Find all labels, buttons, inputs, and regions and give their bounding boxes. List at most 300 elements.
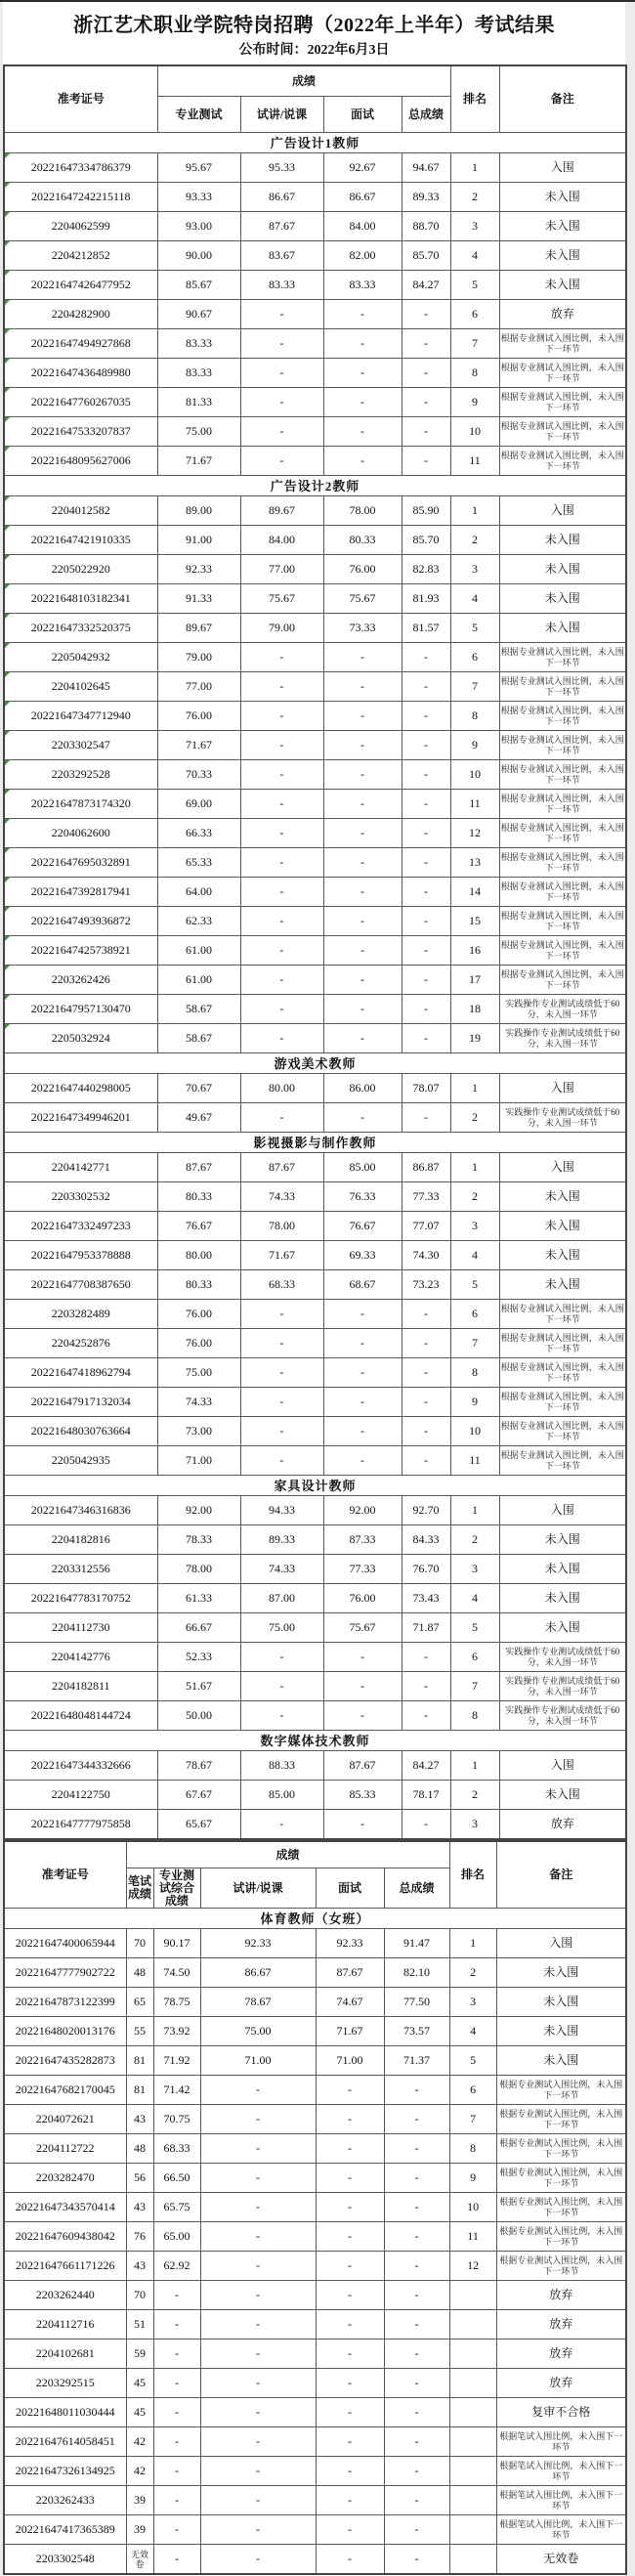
score-cell: 87.33 — [323, 1525, 402, 1555]
remark-cell: 未入围 — [499, 212, 626, 241]
art-table-body — [4, 133, 626, 1840]
remark-cell: 无效卷 — [496, 2545, 626, 2575]
excel-flag-icon — [5, 300, 10, 305]
score-cell: - — [316, 2515, 384, 2545]
excel-flag-icon — [5, 702, 10, 707]
id-cell: 20221648048144724 — [4, 1701, 157, 1731]
table-row — [4, 2398, 626, 2427]
id-cell: 20221648095627006 — [4, 447, 157, 476]
header-interview: 面试 — [323, 97, 402, 133]
score-cell: - — [240, 848, 323, 878]
score-cell: - — [384, 2134, 449, 2164]
score-cell: - — [402, 1024, 450, 1053]
header-interview: 面试 — [316, 1868, 384, 1909]
table-row — [4, 2545, 626, 2575]
score-cell: - — [323, 672, 402, 702]
excel-flag-icon — [5, 329, 10, 334]
table-row — [4, 1613, 626, 1643]
table-row — [4, 1329, 626, 1358]
score-cell: 43 — [126, 2193, 153, 2222]
score-cell: - — [402, 1417, 450, 1446]
table-row — [4, 1182, 626, 1212]
remark-cell: 实践操作专业测试成绩低于60分，未入围一环节 — [499, 1701, 626, 1731]
score-cell: 80.33 — [157, 1270, 240, 1300]
excel-flag-icon — [5, 672, 10, 677]
table-row — [4, 2105, 626, 2134]
score-cell: - — [323, 329, 402, 359]
table-row — [4, 329, 626, 359]
table-row — [4, 848, 626, 878]
remark-cell: 根据专业测试入围比例，未入围下一环节 — [496, 2193, 626, 2222]
score-cell: - — [240, 672, 323, 702]
remark-cell: 根据专业测试入围比例，未入围下一环节 — [499, 702, 626, 731]
table-row — [4, 878, 626, 907]
score-cell: - — [402, 819, 450, 848]
table-row — [4, 584, 626, 614]
table-row — [4, 2281, 626, 2310]
remark-cell: 根据专业测试入围比例，未入围下一环节 — [499, 1388, 626, 1417]
id-cell: 2205032924 — [4, 1024, 157, 1053]
score-cell: - — [200, 2164, 316, 2193]
score-cell: - — [240, 1329, 323, 1358]
rank-cell: 1 — [449, 1929, 496, 1958]
score-cell: 77.33 — [402, 1182, 450, 1212]
score-cell: 85.00 — [323, 1153, 402, 1182]
remark-cell: 实践操作专业测试成绩低于60分，未入围一环节 — [499, 1024, 626, 1053]
table-row — [4, 212, 626, 241]
score-cell: - — [402, 731, 450, 760]
score-cell: 81.33 — [157, 388, 240, 417]
score-cell: 84.00 — [240, 526, 323, 555]
score-cell: 69.33 — [323, 1241, 402, 1270]
excel-flag-icon — [5, 848, 10, 853]
score-cell: - — [402, 848, 450, 878]
score-cell: 81.93 — [402, 584, 450, 614]
table-row — [4, 1929, 626, 1958]
score-cell: 68.33 — [240, 1270, 323, 1300]
remark-cell: 未入围 — [499, 183, 626, 212]
score-cell: - — [402, 1701, 450, 1731]
remark-cell: 根据专业测试入围比例，未入围下一环节 — [499, 760, 626, 790]
score-cell: - — [402, 1388, 450, 1417]
score-cell: - — [323, 1103, 402, 1133]
excel-flag-icon — [5, 555, 10, 560]
score-cell: 89.00 — [157, 496, 240, 526]
score-cell: - — [384, 2076, 449, 2105]
score-cell: - — [153, 2369, 200, 2398]
table-row — [4, 1525, 626, 1555]
rank-cell: 12 — [450, 819, 499, 848]
id-cell: 20221647417365389 — [4, 2515, 126, 2545]
score-cell: 71.92 — [153, 2046, 200, 2076]
remark-cell: 根据专业测试入围比例，未入围下一环节 — [499, 388, 626, 417]
score-cell: - — [323, 907, 402, 936]
score-cell: - — [240, 878, 323, 907]
remark-cell: 根据专业测试入围比例，未入围下一环节 — [499, 878, 626, 907]
score-cell: 58.67 — [157, 995, 240, 1024]
table-row — [4, 1643, 626, 1672]
score-cell: - — [200, 2222, 316, 2252]
remark-cell: 未入围 — [499, 1212, 626, 1241]
score-cell: 92.33 — [200, 1929, 316, 1958]
score-cell: 无效卷 — [126, 2545, 153, 2575]
score-cell: 39 — [126, 2486, 153, 2515]
score-cell: - — [240, 447, 323, 476]
score-cell: 95.67 — [157, 153, 240, 183]
remark-cell: 根据专业测试入围比例，未入围下一环节 — [499, 1329, 626, 1358]
table-row — [4, 1074, 626, 1103]
score-cell: - — [384, 2281, 449, 2310]
score-cell: - — [200, 2515, 316, 2545]
score-cell: 71.37 — [384, 2046, 449, 2076]
remark-cell: 放弃 — [499, 1810, 626, 1840]
id-cell: 20221647695032891 — [4, 848, 157, 878]
score-cell: 79.00 — [240, 614, 323, 643]
score-cell: 94.67 — [402, 153, 450, 183]
score-cell: 62.92 — [153, 2252, 200, 2281]
score-cell: 78.00 — [240, 1212, 323, 1241]
score-cell: 70.67 — [157, 1074, 240, 1103]
score-cell: 42 — [126, 2427, 153, 2457]
score-cell: - — [316, 2281, 384, 2310]
excel-flag-icon — [5, 643, 10, 648]
score-cell: 74.30 — [402, 1241, 450, 1270]
score-cell: 86.67 — [323, 183, 402, 212]
score-cell: 48 — [126, 2134, 153, 2164]
score-cell: 84.27 — [402, 271, 450, 300]
remark-cell: 未入围 — [499, 1182, 626, 1212]
score-cell: 48 — [126, 1958, 153, 1988]
score-cell: 71.00 — [200, 2046, 316, 2076]
rank-cell: 17 — [450, 966, 499, 995]
score-cell: - — [316, 2164, 384, 2193]
score-cell: - — [323, 878, 402, 907]
score-cell: - — [384, 2193, 449, 2222]
score-cell: 85.90 — [402, 496, 450, 526]
table-row — [4, 2369, 626, 2398]
rank-cell: 3 — [450, 1810, 499, 1840]
section-title: 广告设计2教师 — [4, 476, 626, 496]
rank-cell: 3 — [450, 212, 499, 241]
score-cell: 79.00 — [157, 643, 240, 672]
score-cell: - — [323, 848, 402, 878]
score-cell: - — [402, 417, 450, 447]
score-cell: - — [384, 2486, 449, 2515]
excel-flag-icon — [5, 614, 10, 619]
header-id: 准考证号 — [4, 1841, 126, 1909]
id-cell: 2205022920 — [4, 555, 157, 584]
score-cell: 87.67 — [323, 1751, 402, 1781]
excel-flag-icon — [5, 359, 10, 364]
rank-cell: 5 — [450, 1613, 499, 1643]
id-cell: 2205042932 — [4, 643, 157, 672]
score-cell: 94.33 — [240, 1496, 323, 1525]
score-cell: - — [316, 2486, 384, 2515]
score-cell: 49.67 — [157, 1103, 240, 1133]
rank-cell: 19 — [450, 1024, 499, 1053]
rank-cell: 3 — [449, 1988, 496, 2017]
id-cell: 20221647347712940 — [4, 702, 157, 731]
id-cell: 20221647349946201 — [4, 1103, 157, 1133]
excel-flag-icon — [5, 447, 10, 451]
score-cell: - — [384, 2369, 449, 2398]
rank-cell: 10 — [449, 2193, 496, 2222]
section-title-row — [4, 476, 626, 496]
header-trial-lecture: 试讲/说课 — [240, 97, 323, 133]
score-cell: - — [384, 2105, 449, 2134]
excel-flag-icon — [5, 241, 10, 246]
score-cell: 90.17 — [153, 1929, 200, 1958]
header-professional-composite: 专业测试综合成绩 — [153, 1868, 200, 1909]
table-row — [4, 555, 626, 584]
score-cell: 65.33 — [157, 848, 240, 878]
score-cell: 43 — [126, 2105, 153, 2134]
id-cell: 2203312556 — [4, 1555, 157, 1584]
table-row — [4, 496, 626, 526]
remark-cell: 根据专业测试入围比例，未入围下一环节 — [496, 2134, 626, 2164]
remark-cell: 根据专业测试入围比例，未入围下一环节 — [499, 643, 626, 672]
id-cell: 20221647426477952 — [4, 271, 157, 300]
score-cell: - — [240, 1300, 323, 1329]
score-cell: 74.67 — [316, 1988, 384, 2017]
id-cell: 20221647242215118 — [4, 183, 157, 212]
section-title-row — [4, 1909, 626, 1929]
id-cell: 20221647777902722 — [4, 1958, 126, 1988]
table-row — [4, 936, 626, 966]
score-cell: 87.67 — [157, 1153, 240, 1182]
score-cell: 76.00 — [157, 1329, 240, 1358]
score-cell: - — [240, 1388, 323, 1417]
excel-flag-icon — [5, 153, 10, 158]
score-cell: - — [200, 2340, 316, 2369]
score-cell: - — [316, 2134, 384, 2164]
score-cell: - — [240, 1446, 323, 1476]
remark-cell: 未入围 — [499, 555, 626, 584]
score-cell: 92.33 — [157, 555, 240, 584]
score-cell: - — [384, 2545, 449, 2575]
id-cell: 2204282900 — [4, 300, 157, 329]
score-cell: 83.67 — [240, 241, 323, 271]
results-table-art — [3, 64, 627, 1840]
rank-cell: 3 — [450, 1212, 499, 1241]
table-row — [4, 388, 626, 417]
score-cell: 84.00 — [323, 212, 402, 241]
table-row — [4, 526, 626, 555]
score-cell: - — [402, 760, 450, 790]
excel-flag-icon — [5, 183, 10, 188]
remark-cell: 放弃 — [496, 2310, 626, 2340]
id-cell: 2204142776 — [4, 1643, 157, 1672]
remark-cell: 实践操作专业测试成绩低于60分，未入围一环节 — [499, 1672, 626, 1701]
header-professional-test: 专业测试 — [157, 97, 240, 133]
score-cell: 91.47 — [384, 1929, 449, 1958]
score-cell: - — [240, 300, 323, 329]
id-cell: 20221647873122399 — [4, 1988, 126, 2017]
score-cell: - — [153, 2340, 200, 2369]
excel-flag-icon — [5, 819, 10, 824]
header-total-score: 总成绩 — [402, 97, 450, 133]
score-cell: 80.00 — [240, 1074, 323, 1103]
score-cell: 58.67 — [157, 1024, 240, 1053]
remark-cell: 未入围 — [499, 271, 626, 300]
remark-cell: 未入围 — [499, 1555, 626, 1584]
section-title: 体育教师（女班） — [4, 1909, 626, 1929]
score-cell: - — [240, 936, 323, 966]
page-title: 浙江艺术职业学院特岗招聘（2022年上半年）考试结果 — [73, 15, 555, 36]
score-cell: 76.00 — [323, 555, 402, 584]
score-cell: 89.67 — [157, 614, 240, 643]
score-cell: - — [402, 1329, 450, 1358]
score-cell: - — [240, 819, 323, 848]
remark-cell: 根据专业测试入围比例，未入围下一环节 — [499, 907, 626, 936]
score-cell: - — [384, 2340, 449, 2369]
score-cell: - — [384, 2222, 449, 2252]
score-cell: - — [316, 2252, 384, 2281]
score-cell: - — [402, 447, 450, 476]
score-cell: 69.00 — [157, 790, 240, 819]
rank-cell: 3 — [450, 555, 499, 584]
score-cell: 64.00 — [157, 878, 240, 907]
score-cell: - — [200, 2252, 316, 2281]
table-row — [4, 760, 626, 790]
table-row — [4, 702, 626, 731]
score-cell: - — [402, 1810, 450, 1840]
score-cell: - — [316, 2340, 384, 2369]
score-cell: 83.33 — [323, 271, 402, 300]
id-cell: 20221647418962794 — [4, 1358, 157, 1388]
publish-time: 公布时间：2022年6月3日 — [238, 43, 390, 58]
score-cell: 82.10 — [384, 1958, 449, 1988]
rank-cell: 10 — [450, 417, 499, 447]
score-cell: - — [402, 1103, 450, 1133]
score-cell: 76.67 — [157, 1212, 240, 1241]
remark-cell: 未入围 — [499, 1270, 626, 1300]
table-row — [4, 2076, 626, 2105]
table-row — [4, 1810, 626, 1840]
remark-cell: 放弃 — [499, 300, 626, 329]
rank-cell: 13 — [450, 848, 499, 878]
score-cell: 78.00 — [157, 1555, 240, 1584]
section-title: 游戏美术教师 — [4, 1053, 626, 1074]
rank-cell: 5 — [450, 1270, 499, 1300]
score-cell: 74.33 — [240, 1182, 323, 1212]
id-cell: 2203282470 — [4, 2164, 126, 2193]
remark-cell: 未入围 — [496, 1958, 626, 1988]
table-row — [4, 1212, 626, 1241]
rank-cell: 9 — [450, 731, 499, 760]
table-row — [4, 1496, 626, 1525]
score-cell: - — [323, 936, 402, 966]
remark-cell: 放弃 — [496, 2281, 626, 2310]
table-row — [4, 2340, 626, 2369]
score-cell: 76.00 — [157, 1300, 240, 1329]
score-cell: 75.67 — [323, 1613, 402, 1643]
score-cell: 77.00 — [240, 555, 323, 584]
score-cell: - — [402, 995, 450, 1024]
remark-cell: 根据专业测试入围比例，未入围下一环节 — [499, 1446, 626, 1476]
id-cell: 2203292528 — [4, 760, 157, 790]
id-cell: 20221647609438042 — [4, 2222, 126, 2252]
remark-cell: 根据专业测试入围比例，未入围下一环节 — [499, 936, 626, 966]
results-sheet — [3, 2, 625, 2576]
score-cell: 67.67 — [157, 1781, 240, 1810]
score-cell: 65.67 — [157, 1810, 240, 1840]
table-row — [4, 2427, 626, 2457]
table-row — [4, 241, 626, 271]
score-cell: - — [323, 1810, 402, 1840]
id-cell: 2205042935 — [4, 1446, 157, 1476]
id-cell: 20221647425738921 — [4, 936, 157, 966]
excel-flag-icon — [5, 584, 10, 589]
id-cell: 2204112722 — [4, 2134, 126, 2164]
rank-cell: 2 — [450, 1182, 499, 1212]
score-cell: - — [240, 1643, 323, 1672]
score-cell: - — [323, 1417, 402, 1446]
id-cell: 20221647332497233 — [4, 1212, 157, 1241]
remark-cell: 根据专业测试入围比例，未入围下一环节 — [499, 1417, 626, 1446]
score-cell: - — [402, 702, 450, 731]
score-cell: - — [200, 2427, 316, 2457]
id-cell: 20221647421910335 — [4, 526, 157, 555]
score-cell: 55 — [126, 2017, 153, 2046]
rank-cell — [449, 2486, 496, 2515]
table-row — [4, 1417, 626, 1446]
score-cell: - — [402, 878, 450, 907]
rank-cell: 2 — [449, 1958, 496, 1988]
table-row — [4, 183, 626, 212]
score-cell: - — [323, 359, 402, 388]
score-cell: 77.33 — [323, 1555, 402, 1584]
score-cell: 78.67 — [200, 1988, 316, 2017]
rank-cell: 2 — [450, 526, 499, 555]
remark-cell: 未入围 — [496, 1988, 626, 2017]
score-cell: - — [200, 2281, 316, 2310]
header-score-group: 成绩 — [126, 1841, 449, 1868]
score-cell: - — [323, 388, 402, 417]
id-cell: 20221647436489980 — [4, 359, 157, 388]
rank-cell — [449, 2310, 496, 2340]
score-cell: 90.00 — [157, 241, 240, 271]
table-row — [4, 2134, 626, 2164]
remark-cell: 根据专业测试入围比例，未入围下一环节 — [499, 329, 626, 359]
score-cell: 76.70 — [402, 1555, 450, 1584]
table-row — [4, 1388, 626, 1417]
score-cell: - — [323, 1024, 402, 1053]
score-cell: - — [384, 2427, 449, 2457]
rank-cell: 11 — [450, 790, 499, 819]
excel-flag-icon — [5, 936, 10, 941]
score-cell: - — [402, 790, 450, 819]
section-title-row — [4, 1053, 626, 1074]
rank-cell — [449, 2398, 496, 2427]
id-cell: 20221647392817941 — [4, 878, 157, 907]
excel-flag-icon — [5, 995, 10, 1000]
score-cell: 70.33 — [157, 760, 240, 790]
score-cell: 82.00 — [323, 241, 402, 271]
score-cell: 85.70 — [402, 526, 450, 555]
score-cell: 81 — [126, 2046, 153, 2076]
table-row — [4, 907, 626, 936]
table-row — [4, 417, 626, 447]
score-cell: 75.67 — [323, 584, 402, 614]
score-cell: - — [240, 907, 323, 936]
score-cell: - — [323, 1329, 402, 1358]
rank-cell: 9 — [450, 1388, 499, 1417]
id-cell: 20221647661171226 — [4, 2252, 126, 2281]
score-cell: 77.07 — [402, 1212, 450, 1241]
score-cell: - — [316, 2398, 384, 2427]
remark-cell: 未入围 — [496, 2017, 626, 2046]
